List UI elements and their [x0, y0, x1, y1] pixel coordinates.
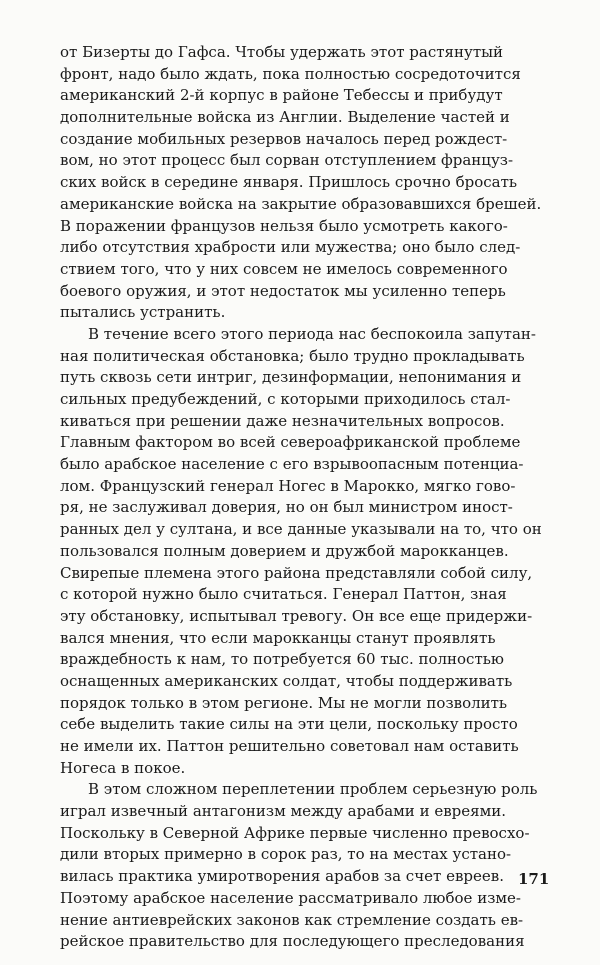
text-line: лом. Французский генерал Ногес в Марокко, мягко гово- — [60, 476, 516, 495]
text-line: В этом сложном переплетении проблем серьезную роль — [88, 780, 538, 799]
text-line: путь сквозь сети интриг, дезинформации, непонимания и — [60, 368, 522, 387]
text-line: ранных дел у султана, и все данные указывали на то, что он — [60, 520, 542, 539]
text-line: вался мнения, что если марокканцы станут проявлять — [60, 628, 496, 647]
text-line: Поэтому арабское население рассматривало любое изме- — [60, 888, 521, 907]
page-number: 171 — [518, 870, 550, 888]
text-line: американские войска на закрытие образовавшихся брешей. — [60, 194, 542, 213]
body-text — [60, 42, 544, 953]
text-line: вом, но этот процесс был сорван отступлением француз- — [60, 151, 514, 170]
text-line: либо отсутствия храбрости или мужества; оно было след- — [60, 238, 521, 257]
text-line: Поскольку в Северной Африке первые численно превосхо- — [60, 823, 530, 842]
text-line: фронт, надо было ждать, пока полностью сосредоточится — [60, 64, 521, 83]
text-line: нение антиеврейских законов как стремление создать ев- — [60, 910, 524, 929]
text-line: вилась практика умиротворения арабов за счет евреев. — [60, 867, 504, 886]
text-line: пользовался полным доверием и дружбой марокканцев. — [60, 541, 509, 560]
text-line: ря, не заслуживал доверия, но он был министром иност- — [60, 498, 513, 517]
text-line: рейское правительство для последующего преследования — [60, 932, 525, 951]
text-line: ная политическая обстановка; было трудно прокладывать — [60, 346, 525, 365]
text-line: В поражении французов нельзя было усмотреть какого- — [60, 216, 508, 235]
text-line: играл извечный антагонизм между арабами и евреями. — [60, 802, 507, 821]
text-line: сильных предубеждений, с которыми приходилось стал- — [60, 390, 511, 408]
text-line: с которой нужно было считаться. Генерал Паттон, зная — [60, 585, 507, 604]
text-line: порядок только в этом регионе. Мы не могли позволить — [60, 693, 508, 712]
text-line: Ногеса в покое. — [60, 758, 186, 777]
text-line: пытались устранить. — [60, 303, 226, 322]
text-line: себе выделить такие силы на эти цели, поскольку просто — [60, 715, 518, 734]
text-line: американский 2-й корпус в районе Тебессы и прибудут — [60, 86, 503, 105]
text-line: создание мобильных резервов началось перед рождест- — [60, 129, 508, 148]
text-line: дополнительные войска из Англии. Выделение частей и — [60, 108, 510, 127]
text-line: ских войск в середине января. Пришлось срочно бросать — [60, 173, 518, 192]
text-line: от Бизерты до Гафса. Чтобы удержать этот растянутый — [60, 43, 504, 61]
text-line: киваться при решении даже незначительных вопросов. — [60, 411, 505, 430]
text-line: не имели их. Паттон решительно советовал нам оставить — [60, 737, 519, 755]
text-line: боевого оружия, и этот недостаток мы усиленно теперь — [60, 281, 506, 300]
text-line: дили вторых примерно в сорок раз, то на местах устано- — [60, 845, 512, 864]
text-line: оснащенных американских солдат, чтобы поддерживать — [60, 671, 513, 690]
text-line: эту обстановку, испытывал тревогу. Он все еще придержи- — [60, 606, 533, 625]
text-line: было арабское население с его взрывоопасным потенциа- — [60, 455, 524, 474]
text-line: В течение всего этого периода нас беспокоила запутан- — [88, 324, 536, 343]
text-line: Главным фактором во всей североафриканской проблеме — [60, 433, 521, 452]
text-line: Свирепые племена этого района представляли собой силу, — [60, 563, 533, 582]
text-line: враждебность к нам, то потребуется 60 тыс. полностью — [60, 650, 504, 669]
text-line: ствием того, что у них совсем не имелось современного — [60, 259, 508, 278]
